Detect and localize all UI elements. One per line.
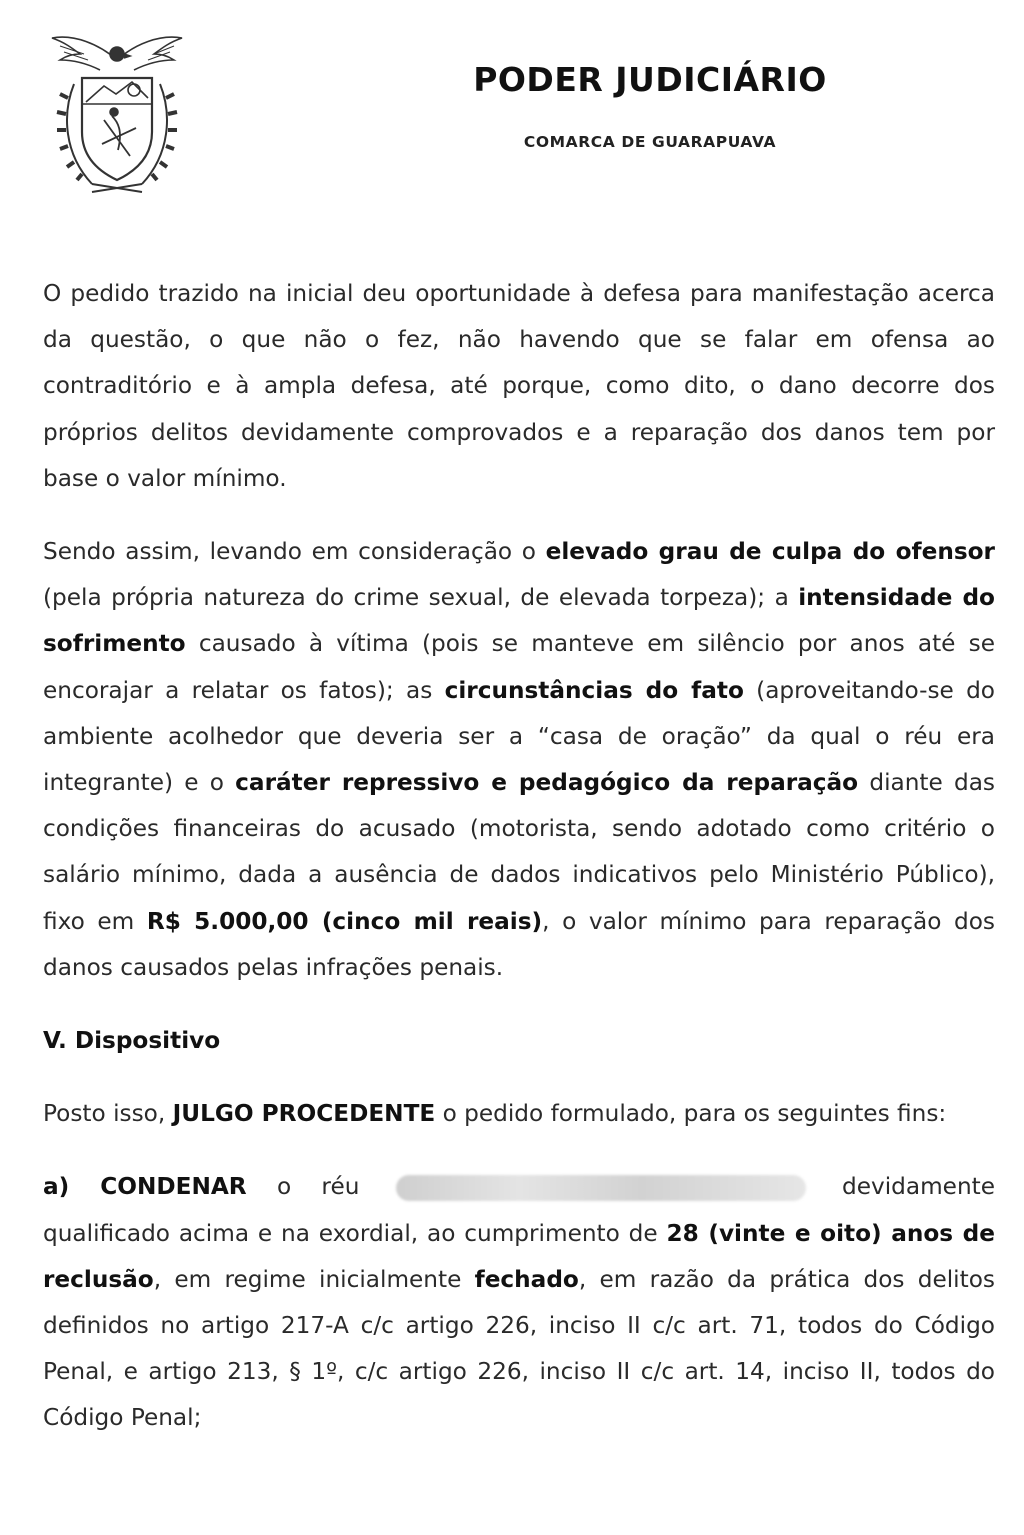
bold-segment: circunstâncias do fato — [444, 676, 744, 704]
bold-segment: intensidade do sofrimento — [43, 584, 995, 658]
text-segment: Sendo assim, levando em consideração o — [43, 538, 546, 566]
bold-segment: caráter repressivo e pedagógico da reparação — [235, 769, 859, 797]
text-segment: (pela própria natureza do crime sexual, de elevada torpeza); a — [43, 584, 799, 612]
text-segment: devidamente qualificado acima e na exordial, ao cumprimento de — [43, 1173, 995, 1247]
bold-segment: elevado grau de culpa do ofensor — [545, 538, 995, 566]
text-segment: , em razão da prática dos delitos definidos no artigo 217-A c/c artigo 226, inciso II c/c art. 71, todos do Código Penal, e artigo 213, § 1º, c/c artigo 226, inciso II c/c art. 14, inciso II, todos do Código Penal; — [43, 1265, 995, 1432]
paragraph-1: O pedido trazido na inicial deu oportunidade à defesa para manifestação acerca da questão, o que não o fez, não havendo que se falar em ofensa ao contraditório e à ampla defesa, até porque, como dito, o dano decorre dos próprios delitos devidamente comprovados e a reparação dos danos tem por base o valor mínimo. — [43, 280, 995, 492]
bold-segment: fechado — [474, 1265, 579, 1293]
bold-segment: a) CONDENAR — [43, 1173, 247, 1201]
page-subtitle: COMARCA DE GUARAPUAVA — [523, 133, 777, 151]
redacted-name — [396, 1175, 806, 1201]
text-segment: , em regime inicialmente — [153, 1265, 475, 1293]
text-segment: o pedido formulado, para os seguintes fins: — [435, 1100, 947, 1128]
paragraph-4 — [43, 1164, 995, 1441]
bold-segment: 28 (vinte e oito) anos de reclusão — [43, 1219, 995, 1293]
parana-coat-of-arms-icon — [44, 24, 190, 196]
paragraph-3 — [43, 1091, 995, 1137]
amount-bold-segment: R$ 5.000,00 (cinco mil reais) — [146, 907, 543, 935]
text-segment: causado à vítima (pois se manteve em silêncio por anos até se encorajar a relatar os fatos); as — [43, 630, 995, 704]
document-header — [0, 0, 1024, 240]
text-segment: diante das condições financeiras do acusado (motorista, sendo adotado como critério o salário mínimo, dada a ausência de dados indicativos pelo Ministério Público), fixo em — [43, 769, 995, 935]
paragraph-2 — [43, 529, 995, 991]
text-segment: Posto isso, — [43, 1100, 173, 1128]
bold-segment: JULGO PROCEDENTE — [172, 1100, 436, 1128]
page-title: PODER JUDICIÁRIO — [473, 60, 827, 99]
section-heading: V. Dispositivo — [43, 1027, 221, 1055]
text-segment: (aproveitando-se do ambiente acolhedor que deveria ser a “casa de oração” da qual o réu era integrante) e o — [43, 676, 995, 797]
document-body — [43, 271, 995, 1469]
text-segment: , o valor mínimo para reparação dos danos causados pelas infrações penais. — [43, 907, 995, 981]
text-segment: o réu — [246, 1173, 390, 1201]
